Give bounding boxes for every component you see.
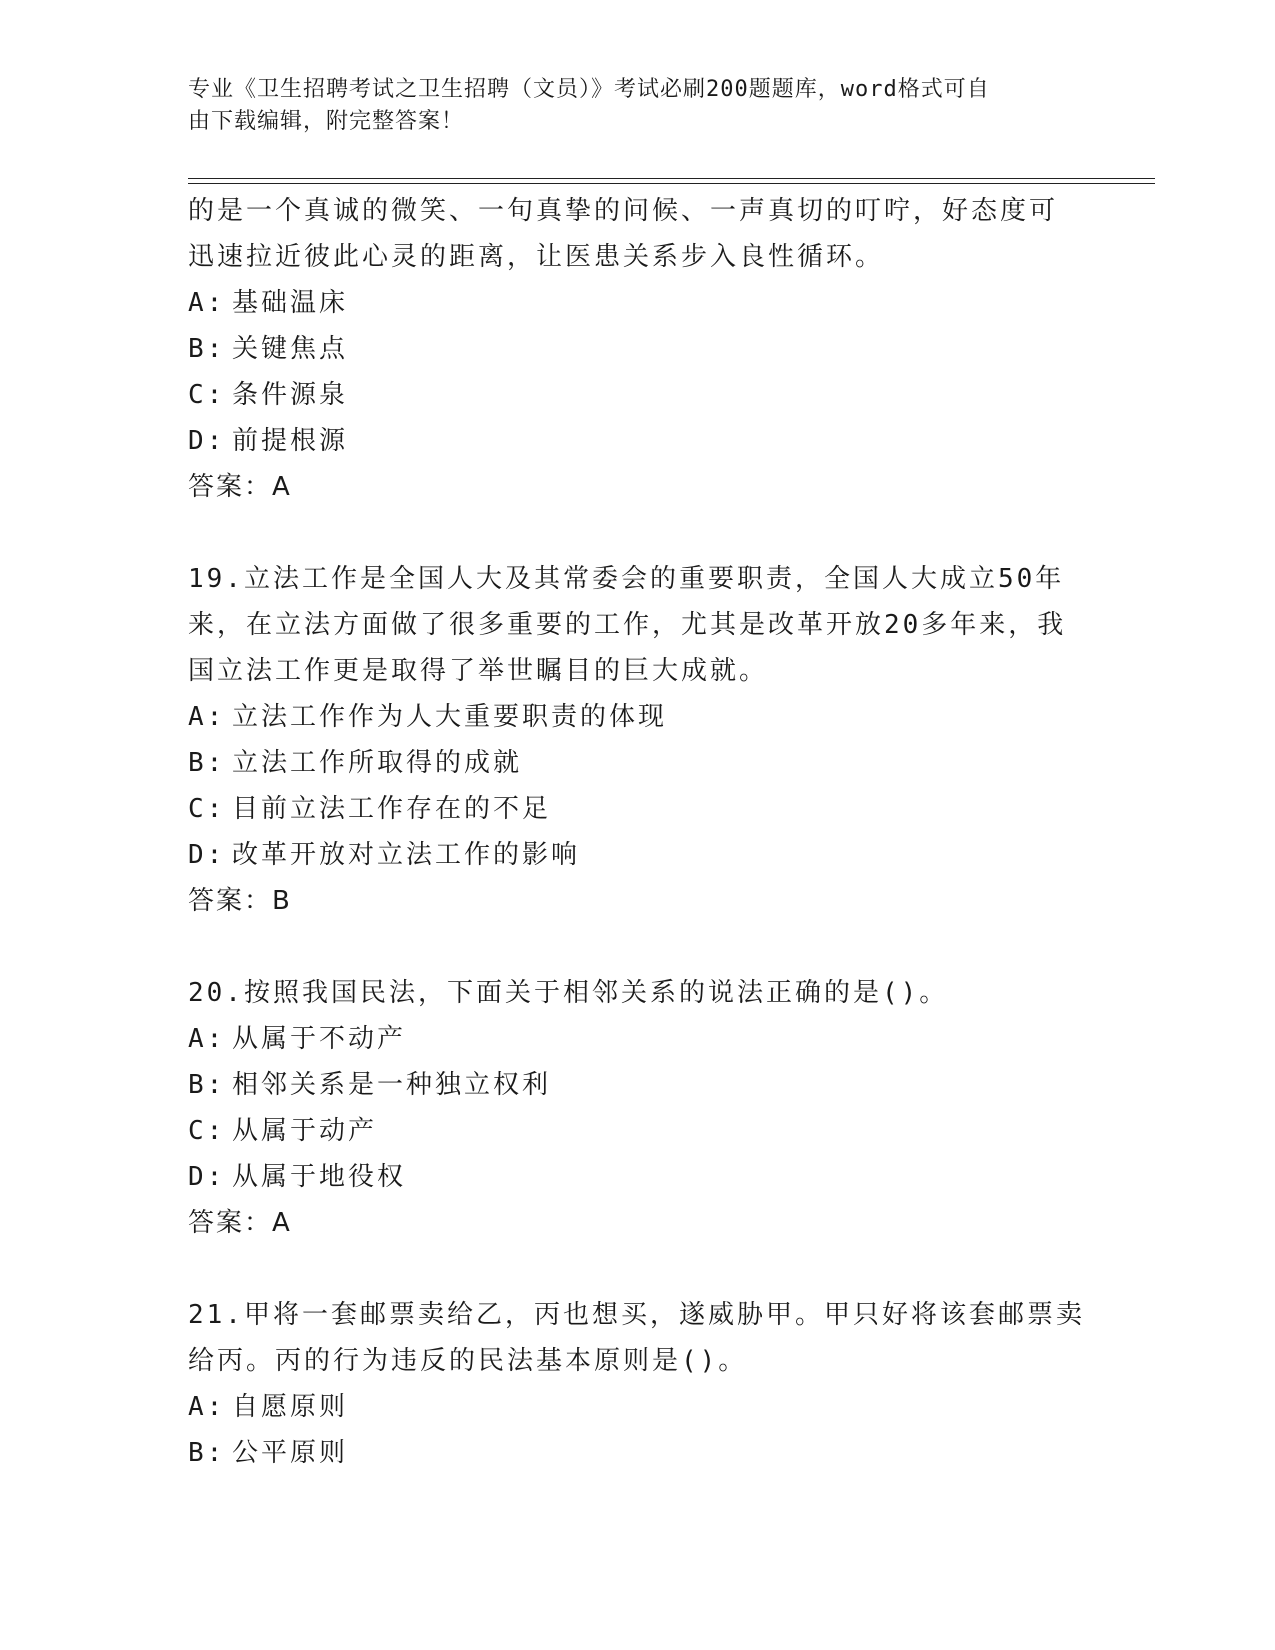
option-text: 立法工作作为人大重要职责的体现 <box>232 702 668 732</box>
option-key: D: <box>188 426 226 456</box>
document-header <box>188 74 1068 138</box>
option-text: 条件源泉 <box>232 380 349 410</box>
question-block <box>188 188 1088 510</box>
option-text: 从属于地役权 <box>232 1162 407 1192</box>
option-c <box>188 786 1088 832</box>
option-d <box>188 832 1088 878</box>
header-divider-bottom <box>188 183 1155 184</box>
answer-line: 答案：A <box>188 1208 292 1238</box>
option-key: C: <box>188 380 226 410</box>
question-stem-line: 20.按照我国民法，下面关于相邻关系的说法正确的是()。 <box>188 978 949 1008</box>
option-key: C: <box>188 794 226 824</box>
question-stem-line: 给丙。丙的行为违反的民法基本原则是()。 <box>188 1346 748 1376</box>
option-c <box>188 1108 1088 1154</box>
question-block <box>188 970 1088 1246</box>
option-a <box>188 280 1088 326</box>
option-text: 从属于动产 <box>232 1116 378 1146</box>
option-key: D: <box>188 1162 226 1192</box>
option-key: B: <box>188 1070 226 1100</box>
option-key: A: <box>188 702 226 732</box>
option-c <box>188 372 1088 418</box>
option-text: 基础温床 <box>232 288 349 318</box>
option-a <box>188 1016 1088 1062</box>
option-text: 前提根源 <box>232 426 349 456</box>
header-divider-top <box>188 178 1155 179</box>
question-list <box>188 188 1088 1476</box>
question-stem-line: 19.立法工作是全国人大及其常委会的重要职责，全国人大成立50年 <box>188 564 1065 594</box>
option-text: 公平原则 <box>232 1438 349 1468</box>
option-text: 目前立法工作存在的不足 <box>232 794 552 824</box>
option-text: 关键焦点 <box>232 334 349 364</box>
header-line-1: 专业《卫生招聘考试之卫生招聘（文员）》考试必刷200题题库，word格式可自 <box>188 77 990 102</box>
option-text: 相邻关系是一种独立权利 <box>232 1070 552 1100</box>
option-key: A: <box>188 1392 226 1422</box>
question-stem-line: 来，在立法方面做了很多重要的工作，尤其是改革开放20多年来，我 <box>188 610 1067 640</box>
option-d <box>188 418 1088 464</box>
question-stem-line: 国立法工作更是取得了举世瞩目的巨大成就。 <box>188 656 769 686</box>
question-block <box>188 1292 1088 1476</box>
option-b <box>188 326 1088 372</box>
option-key: B: <box>188 1438 226 1468</box>
question-stem-line: 的是一个真诚的微笑、一句真挚的问候、一声真切的叮咛，好态度可 <box>188 196 1059 226</box>
question-stem-line: 21.甲将一套邮票卖给乙，丙也想买，遂威胁甲。甲只好将该套邮票卖 <box>188 1300 1085 1330</box>
question-stem-line: 迅速拉近彼此心灵的距离，让医患关系步入良性循环。 <box>188 242 885 272</box>
option-b <box>188 740 1088 786</box>
header-line-2: 由下载编辑，附完整答案！ <box>188 109 465 134</box>
option-b <box>188 1062 1088 1108</box>
option-key: C: <box>188 1116 226 1146</box>
option-text: 改革开放对立法工作的影响 <box>232 840 581 870</box>
option-key: D: <box>188 840 226 870</box>
answer-line: 答案：A <box>188 472 292 502</box>
answer-line: 答案：B <box>188 886 292 916</box>
option-text: 自愿原则 <box>232 1392 349 1422</box>
option-b <box>188 1430 1088 1476</box>
option-text: 立法工作所取得的成就 <box>232 748 523 778</box>
option-key: B: <box>188 748 226 778</box>
option-a <box>188 694 1088 740</box>
option-key: A: <box>188 1024 226 1054</box>
option-key: B: <box>188 334 226 364</box>
option-text: 从属于不动产 <box>232 1024 407 1054</box>
option-key: A: <box>188 288 226 318</box>
option-d <box>188 1154 1088 1200</box>
question-block <box>188 556 1088 924</box>
option-a <box>188 1384 1088 1430</box>
